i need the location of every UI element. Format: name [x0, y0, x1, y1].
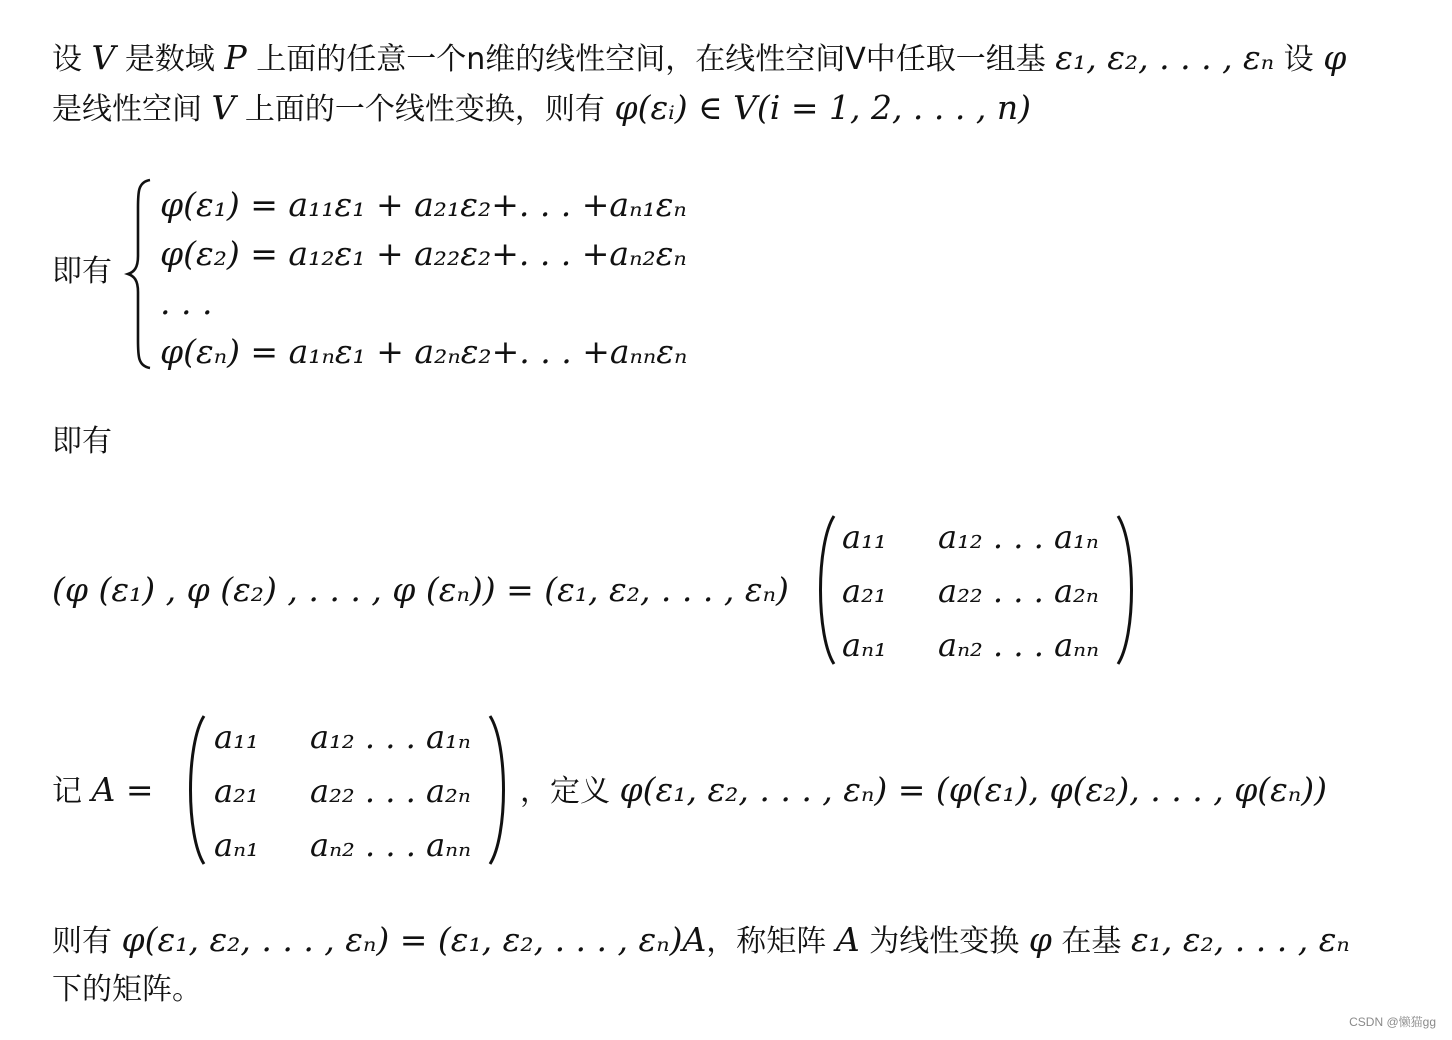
define-a-label [52, 766, 154, 816]
text: ，称矩阵 [706, 924, 836, 959]
matrix-cell: a₁₁ [842, 518, 887, 556]
math-phi: φ [1323, 38, 1347, 77]
matrix-cell: a₁₂ . . . a₁ₙ [938, 518, 1099, 556]
text: 上面的一个线性变换，则有 [235, 92, 615, 127]
watermark: CSDN @懒猫gg [1349, 1015, 1436, 1029]
math-equals: = [115, 770, 154, 809]
math-symbol-a: A [91, 770, 116, 809]
math-expression: φ(εᵢ) ∈ V(i = 1, 2, . . . , n) [614, 88, 1031, 127]
conclusion-line-2: 下的矩阵。 [52, 972, 202, 1007]
matrix-cell: a₂₂ . . . a₂ₙ [938, 572, 1099, 610]
text: 设 [52, 42, 92, 77]
text: 上面的任意一个n维的线性空间，在线性空间V中任取一组基 [246, 42, 1056, 77]
text: 设 [1274, 42, 1324, 77]
math-basis: ε₁, ε₂, . . . , εₙ [1055, 38, 1275, 77]
matrix-cell: a₂₁ [214, 772, 259, 810]
right-paren-icon [486, 714, 512, 866]
define-phi-statement [520, 766, 1327, 816]
math-basis: ε₁, ε₂, . . . , εₙ [1130, 920, 1350, 959]
left-paren-icon [182, 714, 208, 866]
text: 记 [52, 774, 92, 809]
matrix-cell: a₁₁ [214, 718, 259, 756]
math-expression: φ(ε₁, ε₂, . . . , εₙ) = (φ(ε₁), φ(ε₂), . . . , φ(εₙ)) [619, 770, 1328, 809]
label-jiyou: 即有 [52, 424, 112, 459]
math-symbol-a: A [835, 920, 860, 959]
paragraph-line-1 [52, 34, 1346, 84]
matrix-cell: aₙ₁ [842, 626, 887, 664]
right-paren-icon [1114, 514, 1140, 666]
text: 是线性空间 [52, 92, 212, 127]
matrix-a [214, 714, 484, 866]
math-symbol-v: V [211, 88, 236, 127]
system-label: 即有 [52, 254, 112, 289]
text: ，定义 [520, 774, 620, 809]
text: 在基 [1051, 924, 1131, 959]
text: 则有 [52, 924, 122, 959]
matrix-equation-lhs: (φ (ε₁) , φ (ε₂) , . . . , φ (εₙ)) = (ε₁, ε₂, . . . , εₙ) [52, 570, 789, 609]
left-brace-icon [124, 178, 154, 370]
matrix-cell: aₙ₂ . . . aₙₙ [310, 826, 472, 864]
conclusion-line-1 [52, 916, 1350, 966]
equation-system [160, 180, 687, 376]
matrix-cell: a₂₂ . . . a₂ₙ [310, 772, 471, 810]
math-symbol-v: V [91, 38, 116, 77]
math-expression: φ(ε₁, ε₂, . . . , εₙ) = (ε₁, ε₂, . . . , εₙ)A [121, 920, 707, 959]
text: 为线性变换 [859, 924, 1029, 959]
left-paren-icon [812, 514, 838, 666]
equation-row: . . . [160, 283, 213, 322]
paragraph-line-2 [52, 84, 1031, 134]
equation-row: φ(εₙ) = a₁ₙε₁ + a₂ₙε₂+. . . +aₙₙεₙ [160, 332, 688, 371]
matrix-cell: aₙ₁ [214, 826, 259, 864]
math-phi: φ [1028, 920, 1052, 959]
coefficient-matrix [842, 514, 1112, 666]
matrix-cell: a₁₂ . . . a₁ₙ [310, 718, 471, 756]
matrix-cell: a₂₁ [842, 572, 887, 610]
equation-row: φ(ε₂) = a₁₂ε₁ + a₂₂ε₂+. . . +aₙ₂εₙ [160, 234, 687, 273]
math-symbol-p: P [224, 38, 247, 77]
equation-row: φ(ε₁) = a₁₁ε₁ + a₂₁ε₂+. . . +aₙ₁εₙ [160, 185, 687, 224]
text: 是数域 [115, 42, 225, 77]
matrix-cell: aₙ₂ . . . aₙₙ [938, 626, 1100, 664]
